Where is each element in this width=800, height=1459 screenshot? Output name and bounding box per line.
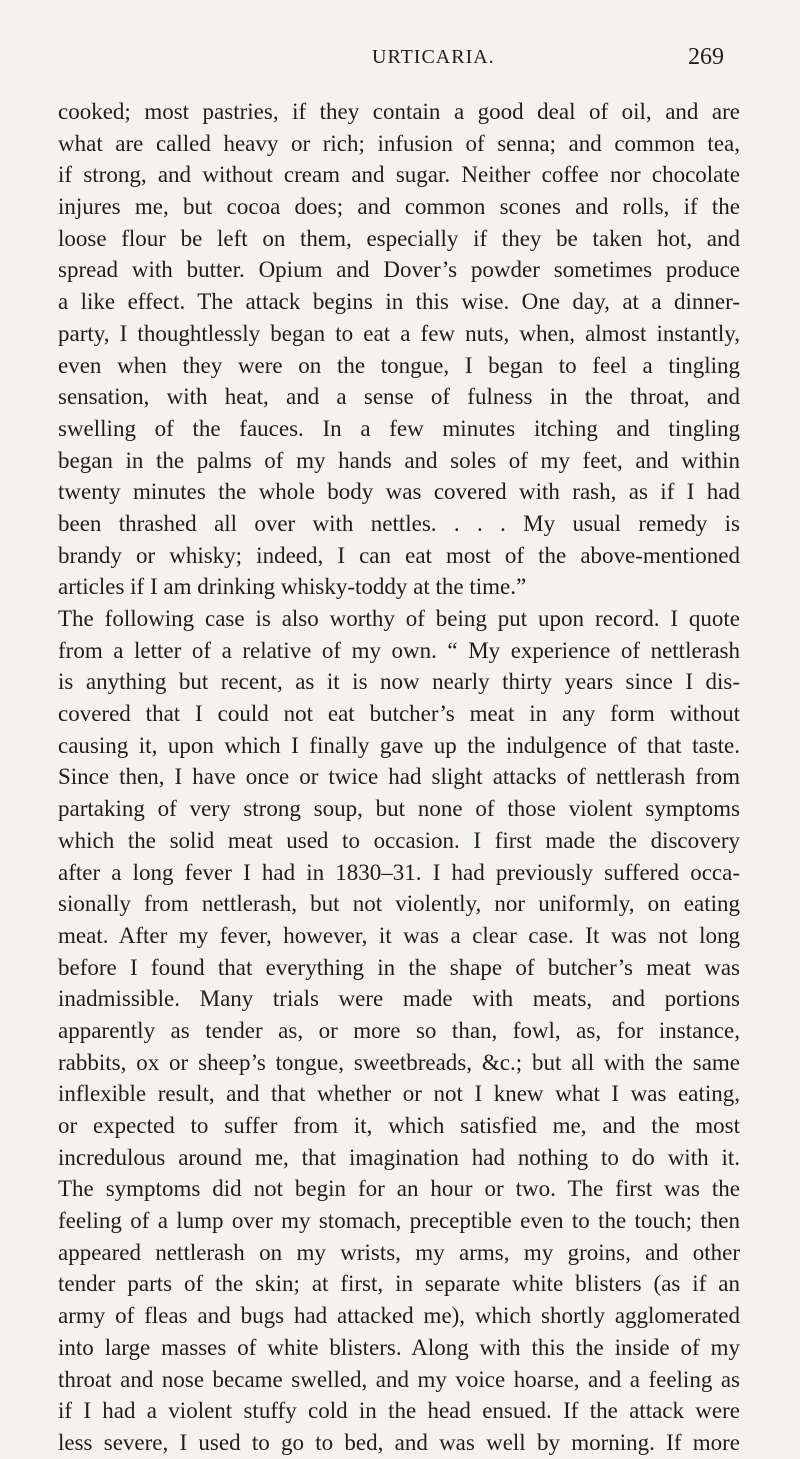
text-line: party, I thoughtlessly began to eat a few nuts, when, almost instantly, [58, 320, 740, 346]
text-line: meat. After my fever, however, it was a clear case. It was not long [58, 922, 740, 948]
text-line: which the solid meat used to occasion. I first made the discovery [58, 827, 740, 853]
text-line: what are called heavy or rich; infusion of senna; and common tea, [58, 130, 740, 156]
text-line: a like effect. The attack begins in this wise. One day, at a dinner- [58, 289, 740, 315]
text-line: before I found that everything in the shape of butcher’s meat was [58, 954, 740, 980]
text-line: army of fleas and bugs had attacked me), which shortly agglomerated [58, 1303, 740, 1329]
text-line: spread with butter. Opium and Dover’s powder sometimes produce [58, 257, 740, 283]
text-line: inadmissible. Many trials were made with meats, and portions [58, 986, 740, 1012]
text-line: began in the palms of my hands and soles of my feet, and within [58, 447, 740, 473]
text-line: injures me, but cocoa does; and common scones and rolls, if the [58, 194, 740, 220]
text-line: feeling of a lump over my stomach, preceptible even to the touch; then [58, 1208, 740, 1234]
text-line: after a long fever I had in 1830–31. I had previously suffered occa- [58, 859, 740, 885]
text-line: sionally from nettlerash, but not violently, nor uniformly, on eating [58, 891, 740, 917]
text-line: is anything but recent, as it is now nearly thirty years since I dis- [58, 669, 740, 695]
text-line: been thrashed all over with nettles. . . . My usual remedy is [58, 510, 740, 536]
text-line: appeared nettlerash on my wrists, my arms, my groins, and other [58, 1239, 740, 1265]
text-line: if strong, and without cream and sugar. Neither coffee nor chocolate [58, 162, 740, 188]
text-line: The symptoms did not begin for an hour or two. The first was the [58, 1176, 740, 1202]
text-line: rabbits, ox or sheep’s tongue, sweetbreads, &c.; but all with the same [58, 1049, 740, 1075]
running-title: URTICARIA. [372, 46, 495, 68]
text-line: causing it, upon which I finally gave up the indulgence of that taste. [58, 732, 740, 758]
text-line: twenty minutes the whole body was covered with rash, as if I had [58, 479, 740, 505]
text-line: even when they were on the tongue, I began to feel a tingling [58, 352, 740, 378]
page-number: 269 [688, 44, 724, 70]
text-line: partaking of very strong soup, but none of those violent symptoms [58, 796, 740, 822]
body-text [58, 96, 740, 1459]
text-line: throat and nose became swelled, and my voice hoarse, and a feeling as [58, 1366, 740, 1392]
text-line: into large masses of white blisters. Along with this the inside of my [58, 1334, 740, 1360]
text-line: from a letter of a relative of my own. “ My experience of nettlerash [58, 637, 740, 663]
text-line: less severe, I used to go to bed, and was well by morning. If more [58, 1429, 740, 1455]
text-line: The following case is also worthy of being put upon record. I quote [58, 606, 740, 631]
text-line: apparently as tender as, or more so than, fowl, as, for instance, [58, 1017, 740, 1043]
text-line: or expected to suffer from it, which satisfied me, and the most [58, 1113, 740, 1138]
text-line: tender parts of the skin; at first, in separate white blisters (as if an [58, 1271, 740, 1297]
text-line: articles if I am drinking whisky-toddy at the time.” [58, 574, 527, 600]
text-line: Since then, I have once or twice had slight attacks of nettlerash from [58, 764, 740, 790]
text-line: brandy or whisky; indeed, I can eat most of the above-mentioned [58, 542, 740, 568]
text-line: inflexible result, and that whether or not I knew what I was eating, [58, 1081, 740, 1107]
text-line: swelling of the fauces. In a few minutes itching and tingling [58, 415, 740, 441]
text-line: loose flour be left on them, especially if they be taken hot, and [58, 225, 740, 251]
text-line: cooked; most pastries, if they contain a good deal of oil, and are [58, 99, 740, 124]
text-line: if I had a violent stuffy cold in the head ensued. If the attack were [58, 1398, 740, 1424]
text-line: covered that I could not eat butcher’s meat in any form without [58, 701, 740, 727]
running-head [0, 46, 800, 76]
text-line: incredulous around me, that imagination had nothing to do with it. [58, 1144, 740, 1170]
text-line: sensation, with heat, and a sense of fulness in the throat, and [58, 384, 740, 410]
